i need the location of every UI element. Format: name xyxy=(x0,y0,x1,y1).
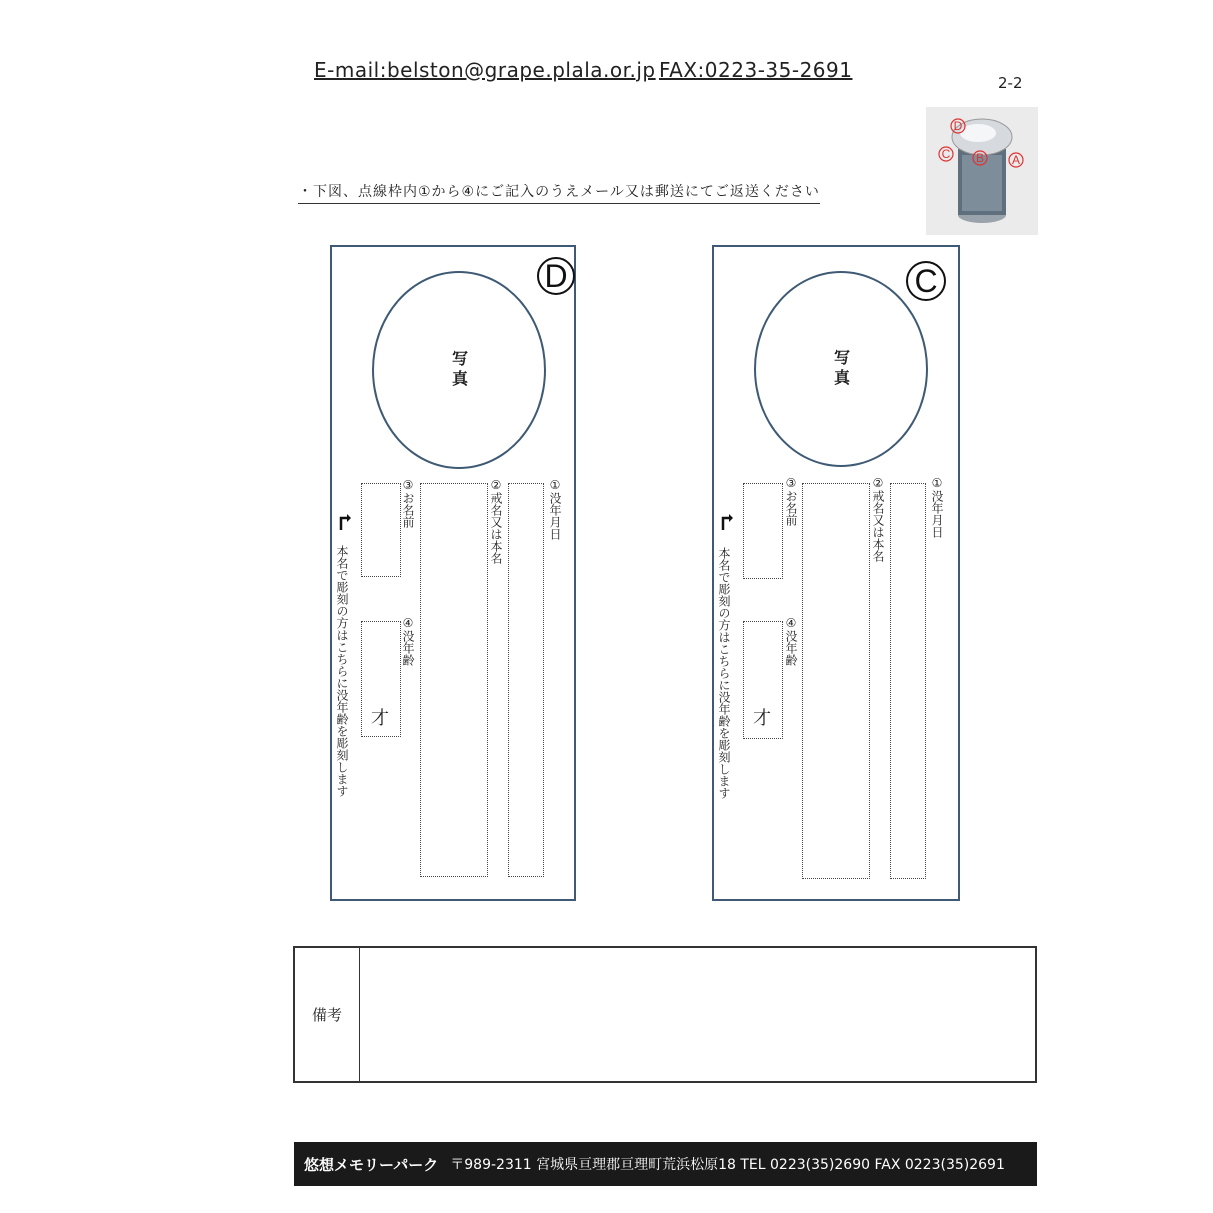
photo-label: 写真 xyxy=(449,350,469,390)
corner-arrow-icon xyxy=(720,513,734,531)
company-name: 悠想メモリーパーク xyxy=(304,1155,439,1174)
photo-area[interactable] xyxy=(372,271,546,469)
product-thumbnail xyxy=(926,107,1038,235)
age-field[interactable] xyxy=(743,621,783,739)
thumb-label-b: B xyxy=(975,151,985,165)
card-letter: C xyxy=(906,261,946,301)
field-label-posthumous-name: ②戒名又は本名 xyxy=(489,478,503,564)
date-of-death-field[interactable] xyxy=(890,483,926,879)
page-number: 2-2 xyxy=(998,74,1023,92)
name-field[interactable] xyxy=(743,483,783,579)
age-unit: 才 xyxy=(371,708,389,729)
field-label-age: ④没年齢 xyxy=(401,616,415,666)
field-label-name: ③お名前 xyxy=(401,478,415,528)
date-of-death-field[interactable] xyxy=(508,483,544,877)
notes-field[interactable] xyxy=(359,948,1035,1081)
posthumous-name-field[interactable] xyxy=(802,483,870,879)
engraving-note: 本名で彫刻の方はこちらに没年齢を彫刻します xyxy=(335,545,349,797)
name-field[interactable] xyxy=(361,483,401,577)
age-unit: 才 xyxy=(753,708,771,729)
engraving-note: 本名で彫刻の方はこちらに没年齢を彫刻します xyxy=(717,547,731,799)
footer-bar xyxy=(294,1142,1037,1186)
corner-arrow-icon xyxy=(338,513,352,531)
field-label-date-of-death: ①没年月日 xyxy=(548,478,562,540)
age-field[interactable] xyxy=(361,621,401,737)
photo-area[interactable] xyxy=(754,271,928,467)
photo-label: 写真 xyxy=(831,349,851,389)
field-label-posthumous-name: ②戒名又は本名 xyxy=(871,476,885,562)
field-label-name: ③お名前 xyxy=(784,476,798,526)
card-d xyxy=(330,245,576,901)
field-label-date-of-death: ①没年月日 xyxy=(930,476,944,538)
thumb-label-a: A xyxy=(1011,153,1021,167)
card-c xyxy=(712,245,960,901)
thumb-label-c: C xyxy=(941,147,951,161)
thumb-label-d: D xyxy=(953,119,963,133)
notes-label: 備考 xyxy=(295,948,360,1081)
notes-table xyxy=(293,946,1037,1083)
instruction-text: ・下図、点線枠内①から④にご記入のうえメール又は郵送にてご返送ください xyxy=(298,181,820,204)
email-address[interactable]: E-mail:belston@grape.plala.or.jp xyxy=(314,58,656,82)
company-address: 〒989-2311 宮城県亘理郡亘理町荒浜松原18 TEL 0223(35)2690 FAX 0223(35)2691 xyxy=(450,1157,1005,1173)
field-label-age: ④没年齢 xyxy=(784,616,798,666)
posthumous-name-field[interactable] xyxy=(420,483,488,877)
card-letter: D xyxy=(537,257,575,295)
fax-number: FAX:0223-35-2691 xyxy=(659,58,853,82)
